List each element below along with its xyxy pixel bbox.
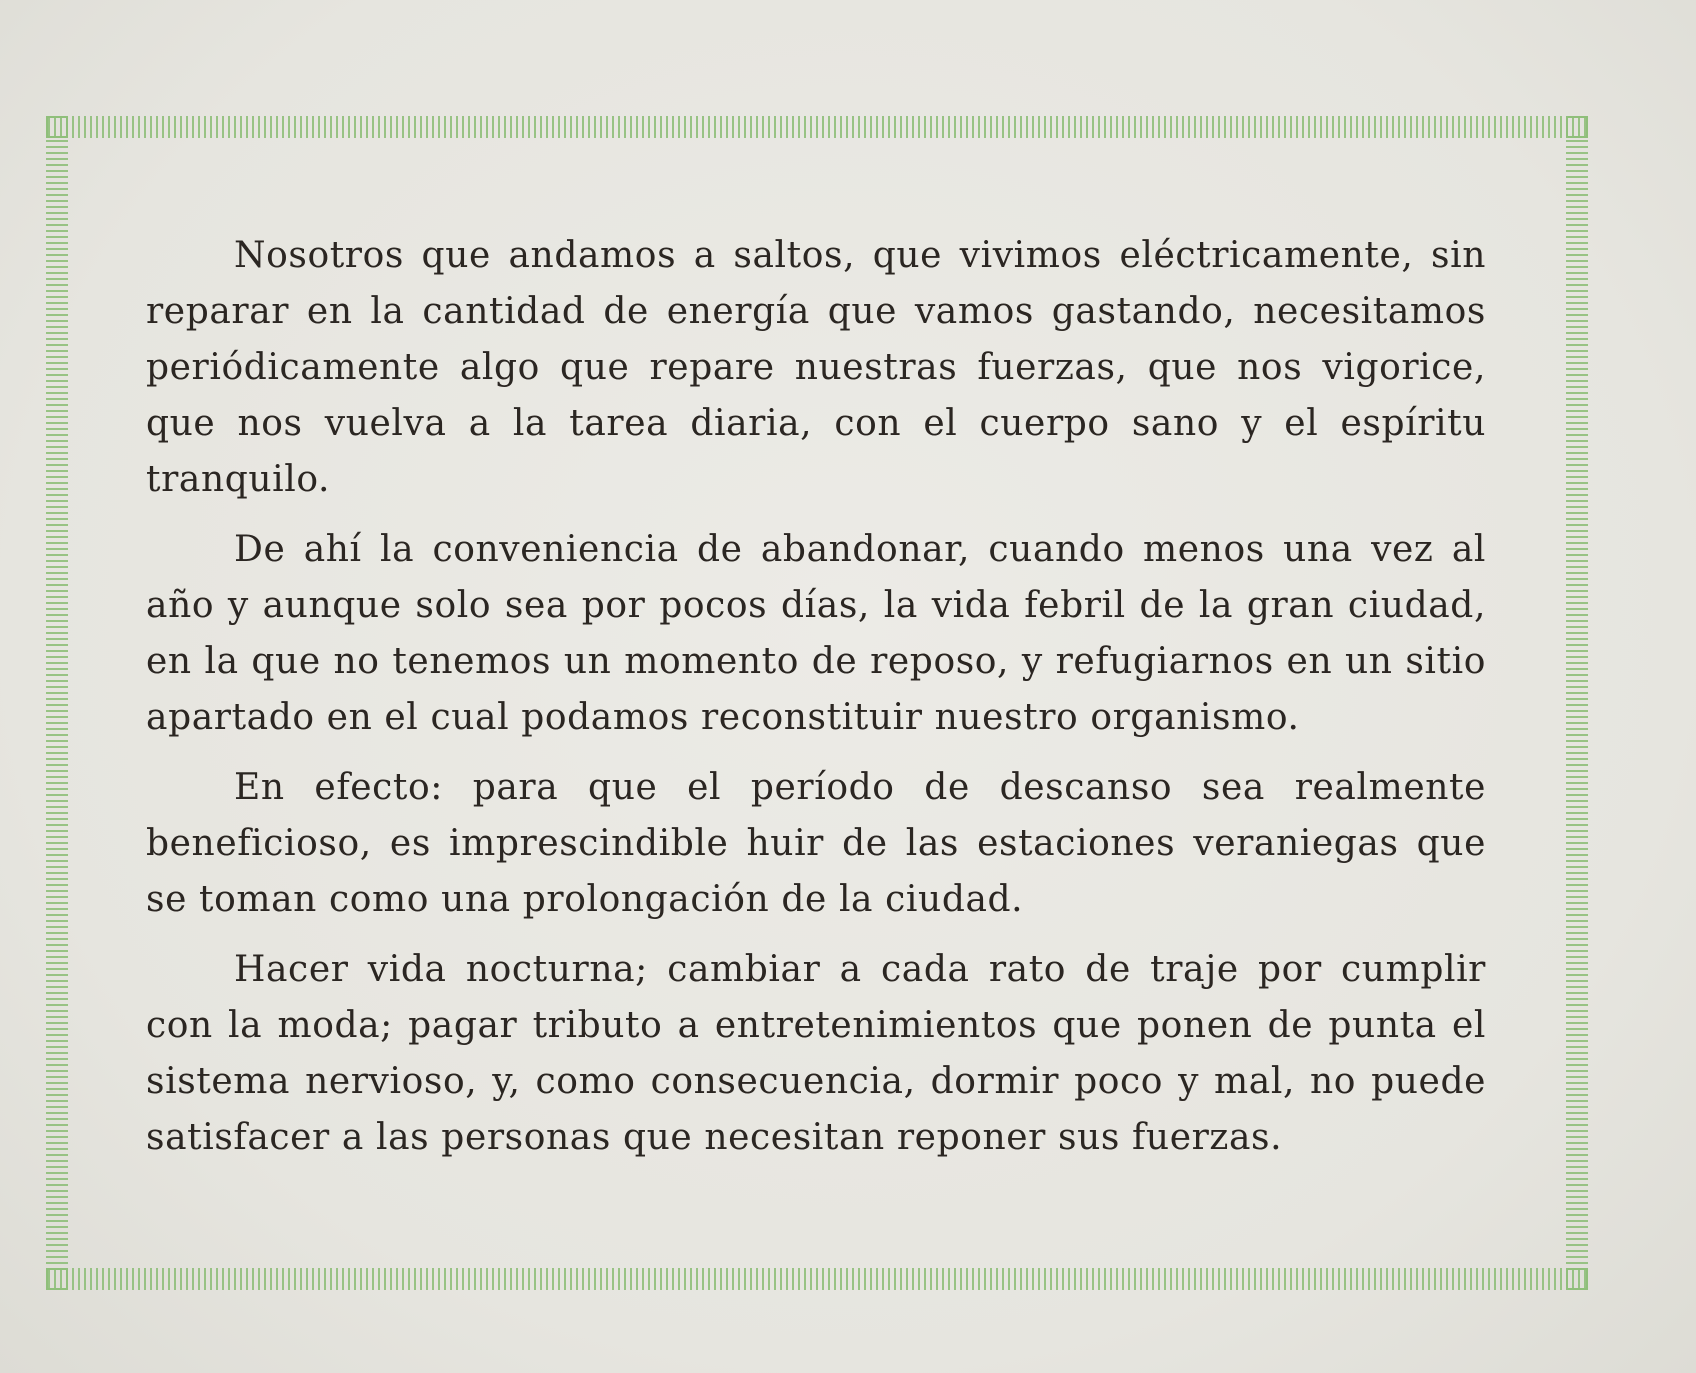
border-corner-bottom-right: [1566, 1268, 1588, 1290]
paragraph-3: En efecto: para que el período de descanso sea realmente beneficioso, es imprescindible huir de las estaciones veraniegas que se toman como una prolongación de la ciudad.: [146, 767, 1486, 920]
decorative-border-bottom: [48, 1268, 1588, 1290]
border-corner-bottom-left: [46, 1268, 68, 1290]
border-corner-top-left: [46, 116, 68, 138]
decorative-border-top: [48, 116, 1588, 138]
decorative-border-left: [46, 136, 68, 1270]
paragraph-2: De ahí la conveniencia de abandonar, cuando menos una vez al año y aunque solo sea por pocos días, la vida febril de la gran ciudad, en la que no tenemos un momento de reposo, y refugiarnos en un sitio apartado en el cual podamos reconstituir nuestro organismo.: [146, 529, 1486, 738]
paragraph-4: Hacer vida nocturna; cambiar a cada rato de traje por cumplir con la moda; pagar tributo a entretenimientos que ponen de punta el sistema nervioso, y, como consecuencia, dormir poco y mal, no puede satisfacer a las personas que necesitan reponer sus fuerzas.: [146, 949, 1486, 1158]
body-text: [146, 228, 1486, 1180]
paragraph-1: Nosotros que andamos a saltos, que vivimos eléctricamente, sin reparar en la cantidad de energía que vamos gastando, necesitamos periódicamente algo que repare nuestras fuerzas, que nos vigorice, que nos vuelva a la tarea diaria, con el cuerpo sano y el espíritu tranquilo.: [146, 235, 1486, 500]
decorative-border-right: [1566, 136, 1588, 1270]
border-corner-top-right: [1566, 116, 1588, 138]
